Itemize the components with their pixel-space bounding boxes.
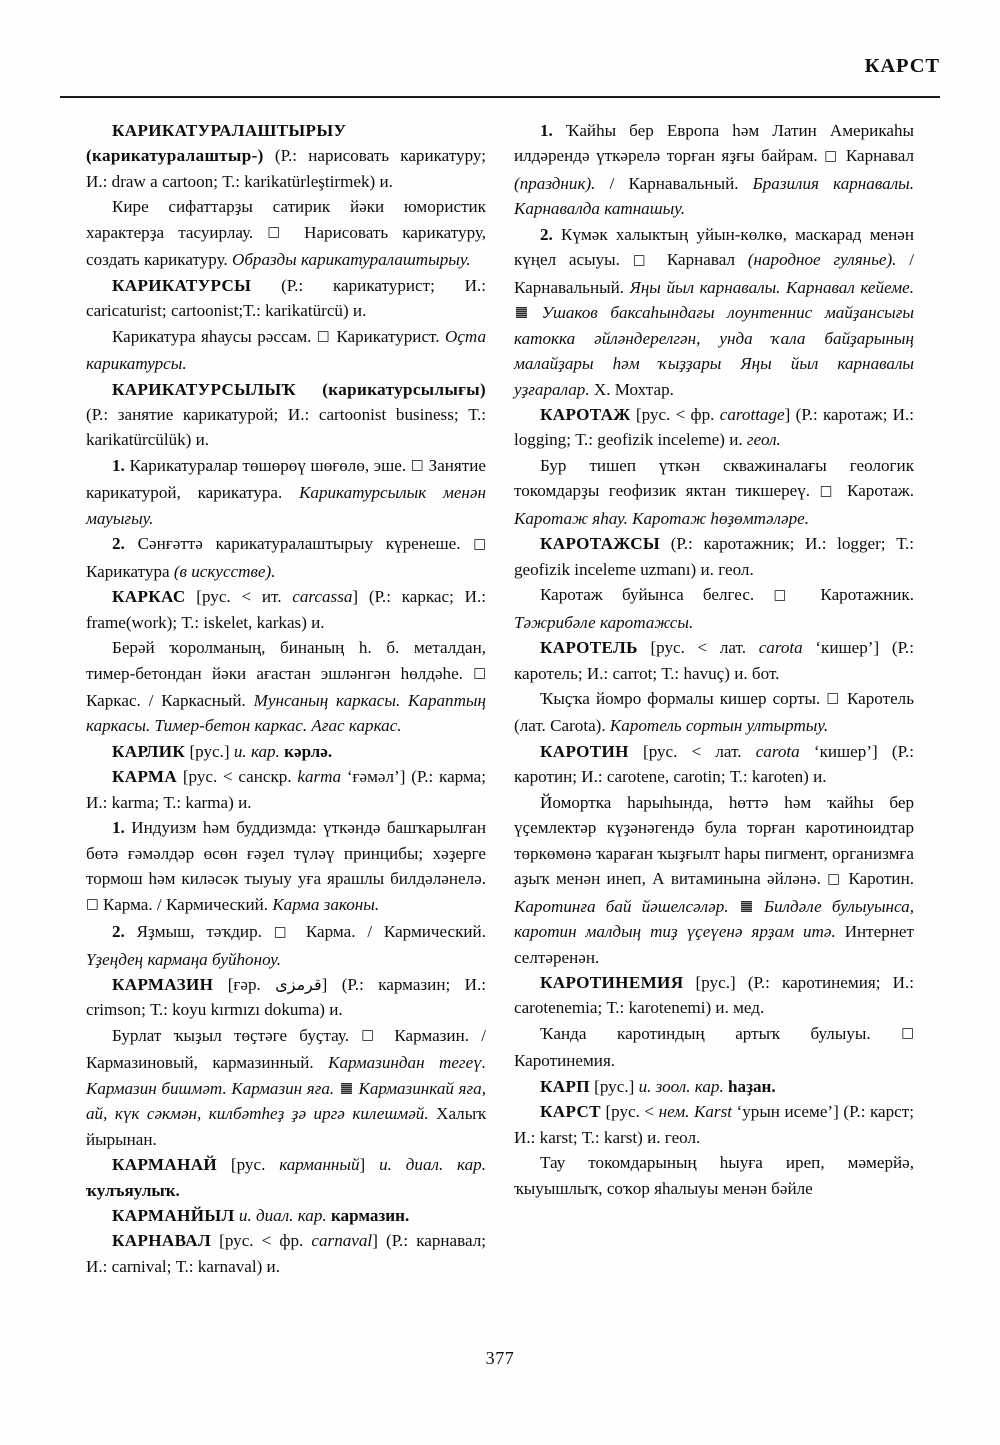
gloss-block: (Р.: каротинемия; И.: carotenemia; Т.: karotenemi) и. мед. <box>514 972 914 1018</box>
etymology-source-word: carnaval <box>311 1231 373 1251</box>
definition: Кире сифаттарҙы сатирик йәки юмористик характерҙа тасуирлау. <box>86 197 486 242</box>
example: Карикатурсылык менән мауығыу. <box>86 483 486 528</box>
etymology-language: нем. <box>658 1102 690 1122</box>
open-square-marker: □ <box>86 896 99 913</box>
open-square-marker: □ <box>473 535 486 552</box>
gloss-block: (Р.: карма; И.: karma; Т.: karma) и. <box>86 767 486 812</box>
example: Образды карикатуралаштырыу. <box>231 250 471 270</box>
entry-body-karikatursy <box>86 324 486 377</box>
etymology-open: [рус. < лат. <box>650 638 747 658</box>
etymology-meaning: ‘урын исеме’ <box>736 1102 834 1122</box>
example: Каротинға бай йәшелсәләр. <box>514 896 729 916</box>
etymology-source-word: carota <box>755 741 800 761</box>
open-square-marker: □ <box>316 328 331 345</box>
equivalent-qualifier: (праздник). <box>514 173 596 193</box>
sense-1-karnaval <box>514 118 914 222</box>
example: Каротель сортын ултыртыу. <box>609 716 829 736</box>
open-square-marker: □ <box>819 482 838 499</box>
definition: Тау токомдарының һыуға иреп, мәмерйә, ҡыуышлыҡ, соҡор яһалыуы менән бәйле <box>514 1153 914 1198</box>
etymology-open: [рус. < <box>605 1102 659 1122</box>
example: Мунсаның каркасы. Караптың каркасы. Тимер-бетон каркас. Ағас каркас. <box>86 690 486 736</box>
headword: КАРНАВАЛ <box>112 1231 212 1251</box>
sense-number: 2. <box>112 534 125 554</box>
citation-source: X. Мохтар. <box>593 379 674 399</box>
headword: КАРП <box>540 1076 590 1096</box>
column-right <box>514 118 914 1333</box>
citation-quote: Билдәле булыуынса, каротин малдың тиҙ үҫеүенә ярҙам итә. <box>514 896 915 942</box>
etymology-source-word: karma <box>297 767 342 787</box>
example: Кармазиндан тегеү. Кармазин бишмәт. Кармазин яға. <box>86 1053 486 1098</box>
etymology-open: [рус. <box>230 1155 266 1175</box>
column-left <box>86 118 486 1333</box>
entry-karma <box>86 764 486 815</box>
cross-reference: ҡулъяулыҡ. <box>86 1180 180 1200</box>
entry-karmanay <box>86 1152 486 1203</box>
russian-equivalent: Каротажник. <box>820 585 914 605</box>
entry-karp <box>514 1074 914 1099</box>
russian-equivalent: Карнавал <box>666 250 735 270</box>
etymology-close: ] <box>873 638 880 658</box>
entry-body-karikaturalashtyryu <box>86 194 486 272</box>
sense-1-karikatursylyk <box>86 453 486 531</box>
domain-label: геол. <box>746 430 781 450</box>
entry-karotinemiya <box>514 970 914 1021</box>
headword: КАРИКАТУРСЫЛЫҠ <box>112 379 297 399</box>
definition: Ҡыҫҡа йомро формалы кишер сорты. <box>540 688 821 708</box>
entry-karlik <box>86 739 486 764</box>
open-square-marker: □ <box>267 224 290 241</box>
etymology-close: ] <box>321 974 328 994</box>
russian-equivalent: Карикатура <box>86 561 170 581</box>
russian-equivalent: Каркас. / Каркасный. <box>86 690 246 710</box>
example: Тәжрибәле каротажсы. <box>514 612 694 632</box>
gloss-block: (Р.: занятие карикатурой; И.: cartoonist business; Т.: karikatürcülük) и. <box>86 404 486 450</box>
open-square-marker: □ <box>473 665 487 682</box>
running-head <box>60 55 940 85</box>
russian-equivalent: Каротин. <box>848 869 914 889</box>
sense-number: 1. <box>112 455 125 475</box>
gloss-block: (Р.: кармазин; И.: crimson; Т.: koyu kırmızı dokuma) и. <box>86 974 486 1020</box>
entry-karotazhsy <box>514 531 914 582</box>
headword: КАРОТИН <box>540 741 629 761</box>
russian-equivalent: Карикатурист. <box>336 326 440 346</box>
entry-body-karotin <box>514 790 914 970</box>
gloss-block: (Р.: каротель; И.: carrot; Т.: havuç) и. бот. <box>514 638 914 683</box>
russian-equivalent: Каротинемия. <box>514 1051 616 1071</box>
gloss-block: (Р.: каркас; И.: frame(work); Т.: iskelet, karkas) и. <box>86 587 486 632</box>
headword: КАРИКАТУРАЛАШТЫРЫУ <box>112 121 347 140</box>
filled-block-marker <box>341 1083 352 1094</box>
russian-equivalent: Каротаж. <box>847 481 914 501</box>
etymology-open: [рус.] <box>594 1076 635 1096</box>
page-number: 377 <box>485 1348 515 1368</box>
sense-number: 2. <box>112 922 125 942</box>
headword: КАРОТЕЛЬ <box>540 638 638 658</box>
etymology-close: ] <box>352 587 359 607</box>
gloss-block: (Р.: каротин; И.: carotene, carotin; Т.: karoten) и. <box>514 741 914 787</box>
entry-karotel <box>514 635 914 686</box>
filled-block-marker <box>516 307 527 318</box>
cross-reference: һаҙан. <box>728 1076 776 1096</box>
headword: КАРОТАЖ <box>540 404 631 424</box>
cross-reference: кармазин. <box>330 1206 410 1226</box>
etymology-open: [рус.] <box>695 972 736 992</box>
etymology-close: ] <box>399 767 406 787</box>
example: Яңы йыл карнавалы. Карнавал кейеме. <box>629 277 914 297</box>
definition: Берәй ҡоролманың, бинаның һ. б. металдан, тимер-бетондан йәки ағастан эшләнгән һөлдәһе. <box>86 638 486 683</box>
entry-karikaturalashtyryu <box>86 118 486 194</box>
cross-reference: кәрлә. <box>284 741 333 761</box>
sense-2-karma <box>86 919 486 972</box>
russian-equivalent: Карма. / Кармический. <box>103 894 269 914</box>
entry-body-karkas <box>86 635 486 739</box>
etymology-open: [рус. < лат. <box>643 741 742 761</box>
entry-body-karotazhsy <box>514 582 914 635</box>
equivalent-qualifier: (народное гулянье). <box>747 250 897 270</box>
gloss-block: (Р.: нарисовать карикатуру; И.: draw a cartoon; Т.: karikatürleştirmek) и. <box>86 146 486 191</box>
definition: Ҡайһы бер Европа һәм Латин Америкаһы илдәрендә үткәрелә торған яҙғы байрам. <box>514 121 914 166</box>
definition: Каротаж буйынса белгес. <box>540 585 755 605</box>
headword: КАРМАЗИН <box>112 974 214 994</box>
etymology-close: ] <box>872 741 878 761</box>
etymology-close: ] <box>784 404 791 424</box>
headword: КАРСТ <box>540 1102 601 1122</box>
entry-karotazh <box>514 402 914 453</box>
russian-equivalent: Карма. / Кармический. <box>305 922 486 942</box>
open-square-marker: □ <box>361 1027 383 1044</box>
sense-number: 2. <box>540 224 553 244</box>
definition: Йомортка һарыһында, һөттә һәм ҡайһы бер үҫемлектәр күҙәнәгендә була торған каротиноидтар төркөмөнә ҡараған ҡыҙғылт һары пигмент, организмға аҙыҡ менән инеп, А витаминына әйләнә. <box>514 792 914 889</box>
gloss-block: (Р.: карнавал; И.: carnival; Т.: karnaval) и. <box>86 1231 486 1276</box>
etymology-source-word: Karst <box>693 1102 732 1122</box>
etymology-open: [ғәр. <box>227 974 261 994</box>
headword-paren: (карикатуралаштыр-) <box>86 146 264 166</box>
grammar-label: и. диал. кар. <box>379 1155 486 1175</box>
russian-equivalent-tail: / Карнавальный. <box>514 250 915 297</box>
headword: КАРМАНАЙ <box>112 1155 218 1175</box>
citation-quote: Кармазинкай яға, ай, күк сәкмән, килбәтһеҙ ҙә иргә килешмәй. <box>86 1078 486 1124</box>
open-square-marker: □ <box>273 923 295 940</box>
headword: КАРОТАЖСЫ <box>540 534 661 554</box>
example: Каротаж яһау. Каротаж һөҙөмтәләре. <box>514 508 810 528</box>
citation-source: Халыҡ йырынан. <box>86 1104 486 1149</box>
equivalent-qualifier: (в искусстве). <box>173 561 276 581</box>
etymology-source-word: карманный <box>279 1155 360 1175</box>
citation-source: Интернет селтәренән. <box>514 922 914 967</box>
headword: КАРМАНЙЫЛ <box>112 1206 235 1226</box>
entry-karotin <box>514 739 914 790</box>
running-head-text: КАРСТ <box>864 55 940 77</box>
sense-2-karnaval <box>514 222 914 402</box>
open-square-marker: □ <box>632 251 654 268</box>
definition: Бурлат ҡыҙыл төҫтәге буҫтау. <box>112 1025 349 1045</box>
entry-karikatursylyk <box>86 377 486 453</box>
definition: Бур тишеп үткән скважиналағы геологик токомдарҙы геофизик яктан тикшереү. <box>514 455 914 501</box>
entry-karkas <box>86 584 486 635</box>
entry-body-karst <box>514 1150 914 1201</box>
citation-quote: Ушаков баксаһындағы лоунтеннис майҙансығы катокка әйләндерелгән, унда ҡала байҙарының малайҙары һәм ҡыҙҙары Яңы йыл карнавалы уҙғаралар. <box>514 303 914 399</box>
etymology-close: ] <box>833 1102 839 1122</box>
example: Оҫта карикатурсы. <box>86 326 487 374</box>
open-square-marker: □ <box>826 690 841 707</box>
entry-karnaval <box>86 1228 486 1279</box>
headword: КАРКАС <box>112 587 186 607</box>
example: Үҙеңдең кармаңа буйһоноу. <box>86 949 282 969</box>
etymology-meaning: ‘кишер’ <box>815 638 874 658</box>
headword: КАРИКАТУРСЫ <box>112 275 252 295</box>
open-square-marker: □ <box>773 586 802 603</box>
russian-equivalent: Кармазин. / Кармазиновый, кармазинный. <box>86 1025 487 1073</box>
open-square-marker: □ <box>410 457 424 474</box>
russian-equivalent: Карнавал <box>845 146 914 166</box>
russian-equivalent: Занятие карикатурой, карикатура. <box>86 455 486 503</box>
etymology-open: [рус. < санскр. <box>182 767 292 787</box>
two-column-body <box>0 118 1000 1333</box>
etymology-open: [рус.] <box>189 741 230 761</box>
open-square-marker: □ <box>824 147 840 164</box>
etymology-meaning: ‘кишер’ <box>813 741 873 761</box>
sense-1-karma <box>86 815 486 919</box>
entry-karmanyyl <box>86 1203 486 1228</box>
definition: Карикатура яһаусы рәссам. <box>112 326 312 346</box>
entry-body-karotazh <box>514 453 914 531</box>
etymology-open: [рус. < ит. <box>196 587 282 607</box>
grammar-label: и. зоол. кар. <box>638 1076 724 1096</box>
etymology-source-word: carota <box>758 638 803 658</box>
headword: КАРМА <box>112 767 178 787</box>
etymology-close: ] <box>372 1231 378 1251</box>
definition: Карикатуралар төшөрөү шөғөлө, эше. <box>129 455 407 475</box>
etymology-source-word: carottage <box>719 404 785 424</box>
gloss-block: (Р.: карст; И.: karst; Т.: karst) и. геол. <box>514 1102 914 1147</box>
russian-equivalent: Нарисовать карикатуру, создать карикатуру. <box>86 222 486 270</box>
etymology-close: ] <box>359 1155 366 1175</box>
definition: Ҡанда каротиндың артыҡ булыуы. <box>540 1023 871 1043</box>
headword-paren: (карикатурсылығы) <box>322 379 486 399</box>
filled-block-marker <box>741 901 752 912</box>
sense-2-karikatursylyk <box>86 531 486 584</box>
arabic-etymology: قرمزى <box>275 974 322 994</box>
russian-equivalent: Каротель (лат. Carota). <box>514 688 914 736</box>
definition: Күмәк халыктың уйын-көлкө, маскарад менән күңел асыуы. <box>514 224 914 270</box>
header-rule <box>60 96 940 98</box>
entry-body-karotel <box>514 686 914 739</box>
headword: КАРОТИНЕМИЯ <box>540 972 684 992</box>
example: Карма законы. <box>272 894 380 914</box>
example: Бразилия карнавалы. Карнавалда катнашыу. <box>514 173 914 219</box>
russian-equivalent-tail: / Карнавальный. <box>609 173 739 193</box>
open-square-marker: □ <box>827 870 842 887</box>
grammar-label: и. кар. <box>233 741 280 761</box>
etymology-source-word: carcassa <box>292 587 353 607</box>
definition: Сәнғәттә карикатуралаштырыу күренеше. <box>137 534 461 554</box>
entry-body-karmazin <box>86 1023 486 1152</box>
grammar-label: и. диал. кар. <box>238 1206 327 1226</box>
gloss-block: (Р.: каротаж; И.: logging; Т.: geofizik inceleme) и. <box>514 404 914 450</box>
gloss-block: (Р.: каротажник; И.: logger; Т.: geofizik inceleme uzmanı) и. геол. <box>514 534 914 579</box>
headword: КАРЛИК <box>112 741 186 761</box>
definition: Яҙмыш, тәҡдир. <box>136 922 262 942</box>
etymology-meaning: ‘ғәмәл’ <box>346 767 400 787</box>
entry-body-karotinemiya <box>514 1021 914 1074</box>
sense-number: 1. <box>540 121 553 140</box>
etymology-open: [рус. < фр. <box>635 404 715 424</box>
open-square-marker: □ <box>901 1025 914 1042</box>
entry-karst <box>514 1099 914 1150</box>
definition: Индуизм һәм буддизмда: үткәндә башҡарылған бөтә ғәмәлдәр өсөн ғәҙел түләү принцибы; хәҙерге тормош һәм киләсәк тыуыу уға ярашлы билдәләнелә. <box>86 818 486 889</box>
etymology-open: [рус. < фр. <box>219 1231 304 1251</box>
entry-karikatursy <box>86 273 486 324</box>
gloss-block: (Р.: карикатурист; И.: caricaturist; cartoonist;Т.: karikatürcü) и. <box>86 275 486 321</box>
entry-karmazin <box>86 972 486 1023</box>
sense-number: 1. <box>112 818 125 838</box>
